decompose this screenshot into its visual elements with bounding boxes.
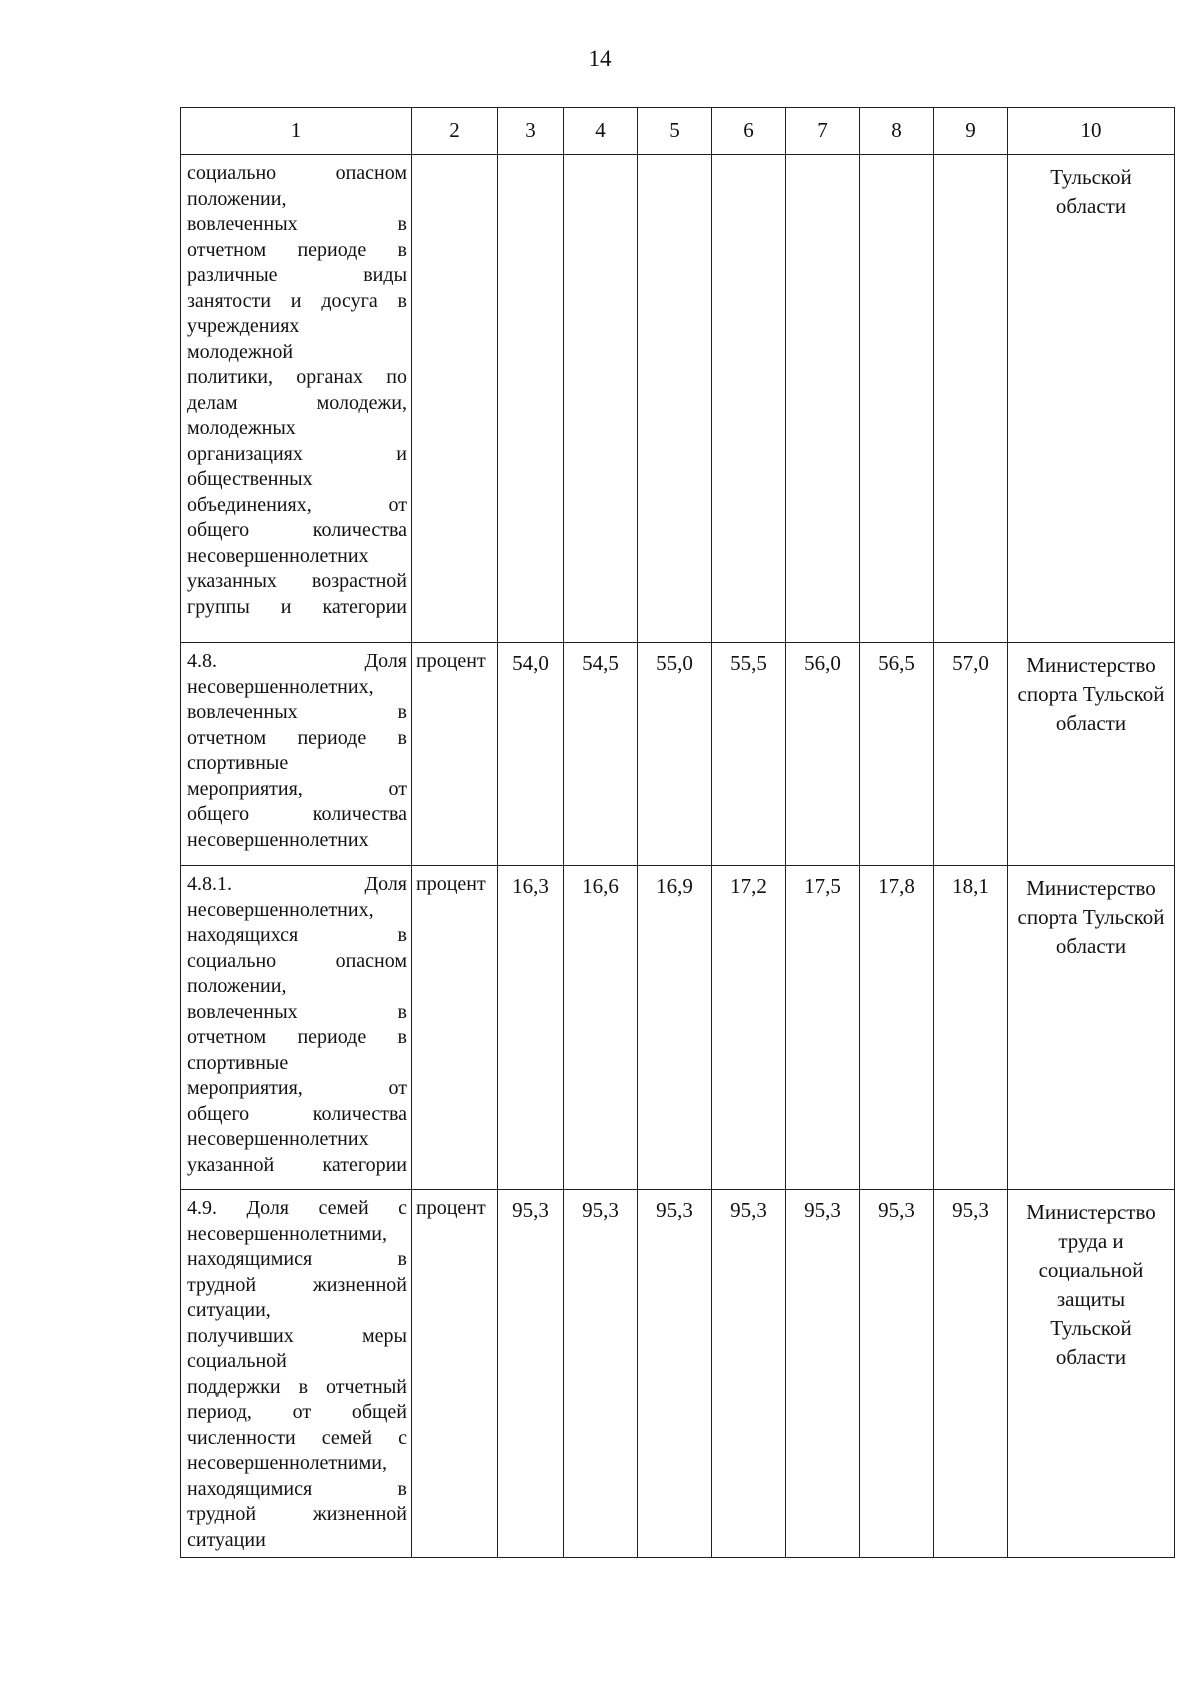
responsible-executor-cell [1008, 643, 1175, 866]
indicator-name-line: молодежной [187, 340, 294, 363]
responsible-executor-line: спорта Тульской [1017, 682, 1165, 706]
indicator-name-line: положении, [187, 187, 287, 210]
table-row [181, 1190, 1175, 1558]
column-header-4: 4 [564, 108, 638, 155]
responsible-executor-line: области [1055, 711, 1127, 735]
indicator-name-line: ситуации [187, 1528, 266, 1551]
indicator-name-line: вовлеченных в [187, 213, 407, 235]
indicator-name-line: общего количества [187, 803, 407, 825]
indicator-name-line: находящимися в [187, 1477, 407, 1500]
page-number: 14 [588, 46, 612, 71]
indicator-name-line: указанных возрастной [187, 570, 407, 592]
table-row [181, 155, 1175, 643]
value-cell-col-7: 56,0 [786, 643, 860, 866]
responsible-executor-line: спорта Тульской [1017, 905, 1165, 929]
indicator-name-cell [181, 866, 412, 1190]
indicator-name-line: получивших меры [187, 1324, 407, 1347]
indicator-name-line: несовершеннолетних [187, 1128, 369, 1150]
indicator-name-line: численности семей с [187, 1426, 407, 1449]
responsible-executor-line: Тульской [1050, 1316, 1132, 1340]
indicator-name-line: 4.8.1. Доля [187, 873, 407, 895]
column-header-8: 8 [860, 108, 934, 155]
indicator-name-line: молодежных [187, 417, 296, 439]
value-cell-col-3: 16,3 [498, 866, 564, 1190]
indicator-name-line: несовершеннолетних [187, 828, 369, 851]
value-cell-col-6: 95,3 [712, 1190, 786, 1558]
indicator-name-line: находящихся в [187, 924, 407, 946]
column-header-1: 1 [181, 108, 412, 155]
indicator-name-line: различные виды [187, 264, 407, 286]
indicator-name-line: трудной жизненной [187, 1273, 407, 1296]
indicator-name-line: занятости и досуга в [187, 289, 407, 312]
unit-cell: процент [412, 643, 498, 866]
indicator-name-line: мероприятия, от [187, 777, 407, 800]
indicator-name-line: ситуации, [187, 1299, 271, 1321]
value-cell-col-6 [712, 155, 786, 643]
indicator-name-line: период, от общей [187, 1401, 407, 1423]
indicator-name-line: вовлеченных в [187, 1000, 407, 1023]
indicator-name-line: объединениях, от [187, 493, 407, 516]
indicator-name-line: общего количества [187, 519, 407, 541]
indicator-name-line: находящимися в [187, 1248, 407, 1270]
value-cell-col-6: 55,5 [712, 643, 786, 866]
indicator-name-cell [181, 155, 412, 643]
unit-cell [412, 155, 498, 643]
column-header-6: 6 [712, 108, 786, 155]
responsible-executor-line: области [1055, 1345, 1127, 1369]
indicator-name-line: несовершеннолетних, [187, 898, 374, 921]
value-cell-col-7 [786, 155, 860, 643]
value-cell-col-4 [564, 155, 638, 643]
responsible-executor-line: защиты [1056, 1287, 1126, 1311]
responsible-executor-line: Тульской [1050, 165, 1132, 189]
responsible-executor-line: области [1055, 194, 1127, 218]
indicator-name-line: группы и категории [187, 595, 407, 618]
indicator-name-line: спортивные [187, 752, 289, 774]
indicator-name-line: отчетном периоде в [187, 238, 407, 261]
value-cell-col-8 [860, 155, 934, 643]
indicator-name-line: несовершеннолетних [187, 544, 369, 567]
value-cell-col-8: 95,3 [860, 1190, 934, 1558]
value-cell-col-8: 56,5 [860, 643, 934, 866]
value-cell-col-5: 55,0 [638, 643, 712, 866]
indicator-name-line: социальной [187, 1350, 287, 1372]
value-cell-col-3 [498, 155, 564, 643]
indicator-name-line: 4.9. Доля семей с [187, 1197, 407, 1219]
responsible-executor-line: Министерство [1026, 653, 1156, 677]
indicator-name-line: отчетном периоде в [187, 1026, 407, 1048]
value-cell-col-7: 95,3 [786, 1190, 860, 1558]
indicator-name-line: несовершеннолетними, [187, 1222, 387, 1245]
indicator-name-line: социально опасном [187, 949, 407, 972]
unit-cell: процент [412, 1190, 498, 1558]
responsible-executor-line: Министерство [1026, 876, 1156, 900]
indicator-name-line: спортивные [187, 1051, 289, 1074]
indicator-name-line: делам молодежи, [187, 391, 407, 414]
indicator-name-line: общественных [187, 468, 313, 490]
indicator-name-line: политики, органах по [187, 366, 407, 388]
column-header-2: 2 [412, 108, 498, 155]
column-header-10: 10 [1008, 108, 1175, 155]
column-header-5: 5 [638, 108, 712, 155]
indicator-name-line: мероприятия, от [187, 1077, 407, 1099]
value-cell-col-4: 95,3 [564, 1190, 638, 1558]
value-cell-col-6: 17,2 [712, 866, 786, 1190]
indicator-name-cell [181, 1190, 412, 1558]
value-cell-col-9 [934, 155, 1008, 643]
value-cell-col-9: 18,1 [934, 866, 1008, 1190]
responsible-executor-line: области [1055, 934, 1127, 958]
indicator-name-line: общего количества [187, 1102, 407, 1125]
indicator-name-line: поддержки в отчетный [187, 1375, 407, 1398]
responsible-executor-line: труда и [1058, 1229, 1124, 1253]
indicators-table [180, 107, 1175, 1558]
responsible-executor-line: Министерство [1026, 1200, 1156, 1224]
indicator-name-line: несовершеннолетними, [187, 1452, 387, 1474]
indicator-name-line: трудной жизненной [187, 1503, 407, 1525]
indicator-name-line: несовершеннолетних, [187, 675, 374, 698]
indicator-name-cell [181, 643, 412, 866]
value-cell-col-9: 95,3 [934, 1190, 1008, 1558]
responsible-executor-line: социальной [1038, 1258, 1144, 1282]
value-cell-col-4: 54,5 [564, 643, 638, 866]
value-cell-col-7: 17,5 [786, 866, 860, 1190]
indicator-name-line: 4.8. Доля [187, 650, 407, 672]
responsible-executor-cell [1008, 155, 1175, 643]
responsible-executor-cell [1008, 1190, 1175, 1558]
table-row [181, 866, 1175, 1190]
value-cell-col-5 [638, 155, 712, 643]
column-header-9: 9 [934, 108, 1008, 155]
indicator-name-line: учреждениях [187, 315, 300, 337]
value-cell-col-8: 17,8 [860, 866, 934, 1190]
value-cell-col-3: 95,3 [498, 1190, 564, 1558]
value-cell-col-9: 57,0 [934, 643, 1008, 866]
indicator-name-line: вовлеченных в [187, 701, 407, 723]
unit-cell: процент [412, 866, 498, 1190]
value-cell-col-3: 54,0 [498, 643, 564, 866]
column-header-3: 3 [498, 108, 564, 155]
value-cell-col-4: 16,6 [564, 866, 638, 1190]
indicator-name-line: положении, [187, 975, 287, 997]
table-header-row [181, 108, 1175, 155]
indicator-name-line: отчетном периоде в [187, 726, 407, 749]
value-cell-col-5: 16,9 [638, 866, 712, 1190]
table-row [181, 643, 1175, 866]
column-header-7: 7 [786, 108, 860, 155]
indicator-name-line: организациях и [187, 442, 407, 465]
responsible-executor-cell [1008, 866, 1175, 1190]
indicator-name-line: социально опасном [187, 162, 407, 184]
indicator-name-line: указанной категории [187, 1153, 407, 1176]
value-cell-col-5: 95,3 [638, 1190, 712, 1558]
